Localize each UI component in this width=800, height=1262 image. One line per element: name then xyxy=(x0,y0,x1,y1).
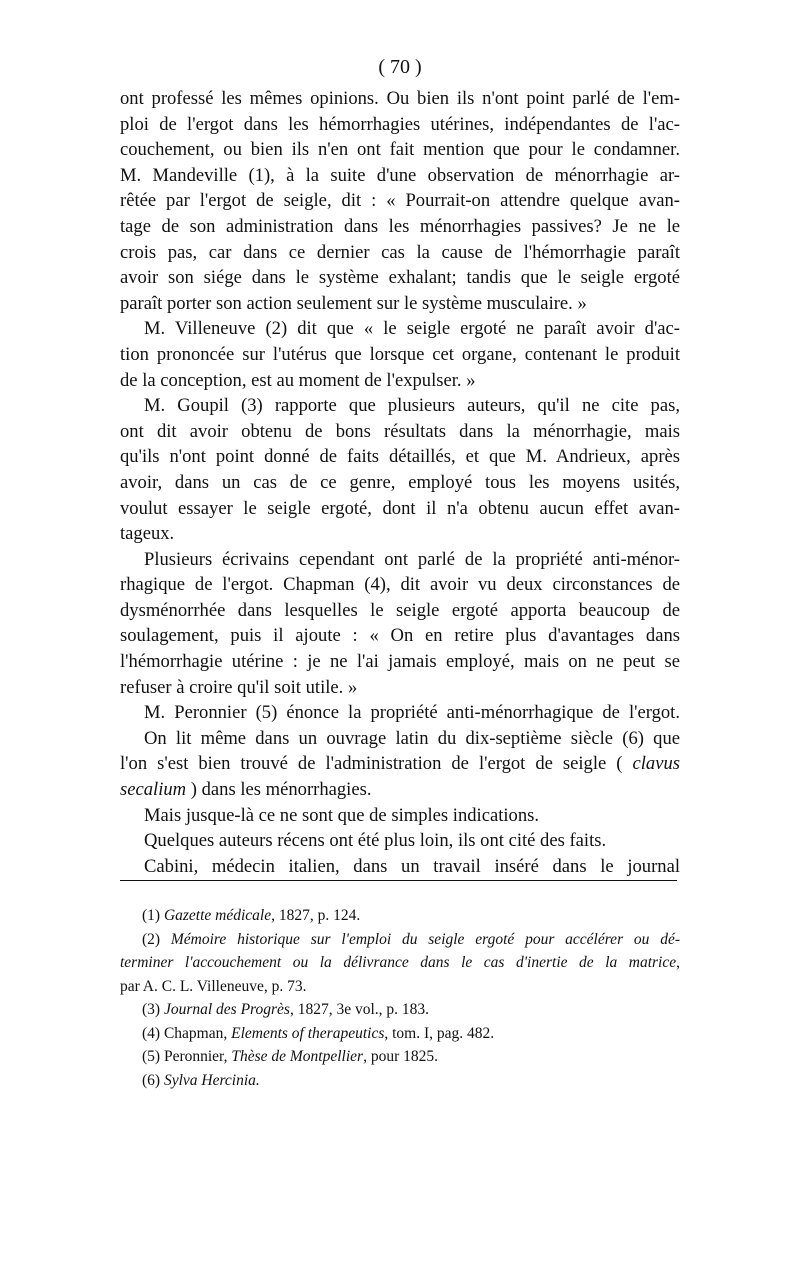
text-line xyxy=(120,751,680,777)
latin-term-cont: secalium xyxy=(120,779,187,801)
footnote-4 xyxy=(120,1022,680,1046)
text-fragment: ) dans les ménorrhagies. xyxy=(186,779,372,801)
text-line: rêtée par l'ergot de seigle, dit : « Pourrait-on attendre quelque avan- xyxy=(120,190,680,212)
text-line: refuser à croire qu'il soit utile. » xyxy=(120,676,358,698)
text-line: tion prononcée sur l'utérus que lorsque cet organe, contenant le produit xyxy=(120,343,680,365)
footnote-ref: , 1827, 3e vol., p. 183. xyxy=(289,1001,430,1018)
text-line: paraît porter son action seulement sur le système musculaire. » xyxy=(120,292,587,314)
footnote-1 xyxy=(120,904,680,928)
footnote-number: (5) xyxy=(142,1048,161,1065)
text-line: qu'ils n'ont point donné de faits détaillés, et que M. Andrieux, après xyxy=(120,446,680,468)
footnote-separator xyxy=(120,880,677,881)
text-line: soulagement, puis il ajoute : « On en retire plus d'avantages dans xyxy=(120,625,680,647)
text-fragment: l'on s'est bien trouvé de l'administration de l'ergot de seigle ( xyxy=(120,753,633,775)
text-line: l'hémorrhagie utérine : je ne l'ai jamais employé, mais on ne peut se xyxy=(120,651,680,673)
text-line: M. Villeneuve (2) dit que « le seigle ergoté ne paraît avoir d'ac- xyxy=(144,318,680,340)
text-line: Quelques auteurs récens ont été plus loin, ils ont cité des faits. xyxy=(144,830,607,852)
footnote-title: terminer l'accouchement ou la délivrance dans le cas d'inertie de la matrice xyxy=(120,954,677,971)
footnote-title: Mémoire historique sur l'emploi du seigle ergoté pour accélérer ou dé- xyxy=(170,930,680,948)
text-line xyxy=(120,777,680,803)
text-line: avoir, dans un cas de ce genre, employé tous les moyens usités, xyxy=(120,471,680,493)
footnote-number: (2) xyxy=(142,930,161,948)
text-line: Mais jusque-là ce ne sont que de simples indications. xyxy=(144,804,540,826)
main-text xyxy=(120,86,680,879)
footnote-3 xyxy=(120,998,680,1022)
footnote-2 xyxy=(120,928,680,952)
text-line: M. Goupil (3) rapporte que plusieurs auteurs, qu'il ne cite pas, xyxy=(144,395,680,417)
footnote-ref: , 1827, p. 124. xyxy=(271,907,361,924)
page-number: ( 70 ) xyxy=(378,56,422,78)
footnote-2-tail: par A. C. L. Villeneuve, p. 73. xyxy=(120,977,307,995)
footnote-title: Elements of therapeutics xyxy=(231,1024,385,1042)
footnote-2-cont: terminer l'accouchement ou la délivrance dans le cas d'inertie de la matrice, xyxy=(120,954,680,971)
footnote-number: (1) xyxy=(142,907,161,924)
text-line: On lit même dans un ouvrage latin du dix-septième siècle (6) que xyxy=(144,727,680,749)
footnote-title: Journal des Progrès xyxy=(163,1001,290,1018)
text-line: voulut essayer le seigle ergoté, dont il n'a obtenu aucun effet avan- xyxy=(120,497,680,519)
text-line: ploi de l'ergot dans les hémorrhagies utérines, indépendantes de l'ac- xyxy=(120,113,680,135)
text-line: M. Mandeville (1), à la suite d'une observation de ménorrhagie ar- xyxy=(120,164,680,186)
footnote-number: (4) xyxy=(142,1024,161,1042)
text-line: couchement, ou bien ils n'en ont fait mention que pour le condamner. xyxy=(120,139,680,161)
footnotes xyxy=(120,904,680,1092)
footnote-6 xyxy=(120,1069,680,1093)
text-line: ont professé les mêmes opinions. Ou bien ils n'ont point parlé de l'em- xyxy=(120,88,680,109)
text-line: rhagique de l'ergot. Chapman (4), dit avoir vu deux circonstances de xyxy=(120,574,680,596)
footnote-5 xyxy=(120,1045,680,1069)
text-line: tage de son administration dans les ménorrhagies passives? Je ne le xyxy=(120,215,680,237)
text-line: Cabini, médecin italien, dans un travail inséré dans le journal xyxy=(144,855,680,877)
footnote-author: Chapman, xyxy=(163,1024,232,1042)
text-line: dysménorrhée dans lesquelles le seigle ergoté apporta beaucoup de xyxy=(120,599,680,621)
footnote-title: Thèse de Montpellier xyxy=(231,1048,364,1065)
text-line: Plusieurs écrivains cependant ont parlé de la propriété anti-ménor- xyxy=(144,548,680,570)
footnote-ref: , pour 1825. xyxy=(363,1048,438,1065)
footnote-ref: , tom. I, pag. 482. xyxy=(384,1024,495,1042)
text-line: tageux. xyxy=(120,523,175,545)
footnote-author: Peronnier, xyxy=(163,1048,232,1065)
text-line: de la conception, est au moment de l'expulser. » xyxy=(120,369,476,391)
footnote-title: Sylva Hercinia. xyxy=(163,1071,260,1089)
footnote-title: Gazette médicale xyxy=(163,907,272,924)
text-line: crois pas, car dans ce dernier cas la cause de l'hémorrhagie paraît xyxy=(120,241,680,263)
text-line: M. Peronnier (5) énonce la propriété anti-ménorrhagique de l'ergot. xyxy=(144,702,680,724)
footnote-number: (3) xyxy=(142,1001,161,1018)
text-line: ont dit avoir obtenu de bons résultats dans la ménorrhagie, mais xyxy=(120,420,680,442)
footnote-number: (6) xyxy=(142,1071,161,1089)
text-line: avoir son siége dans le système exhalant; tandis que le seigle ergoté xyxy=(120,267,680,289)
latin-term: clavus xyxy=(632,753,680,775)
